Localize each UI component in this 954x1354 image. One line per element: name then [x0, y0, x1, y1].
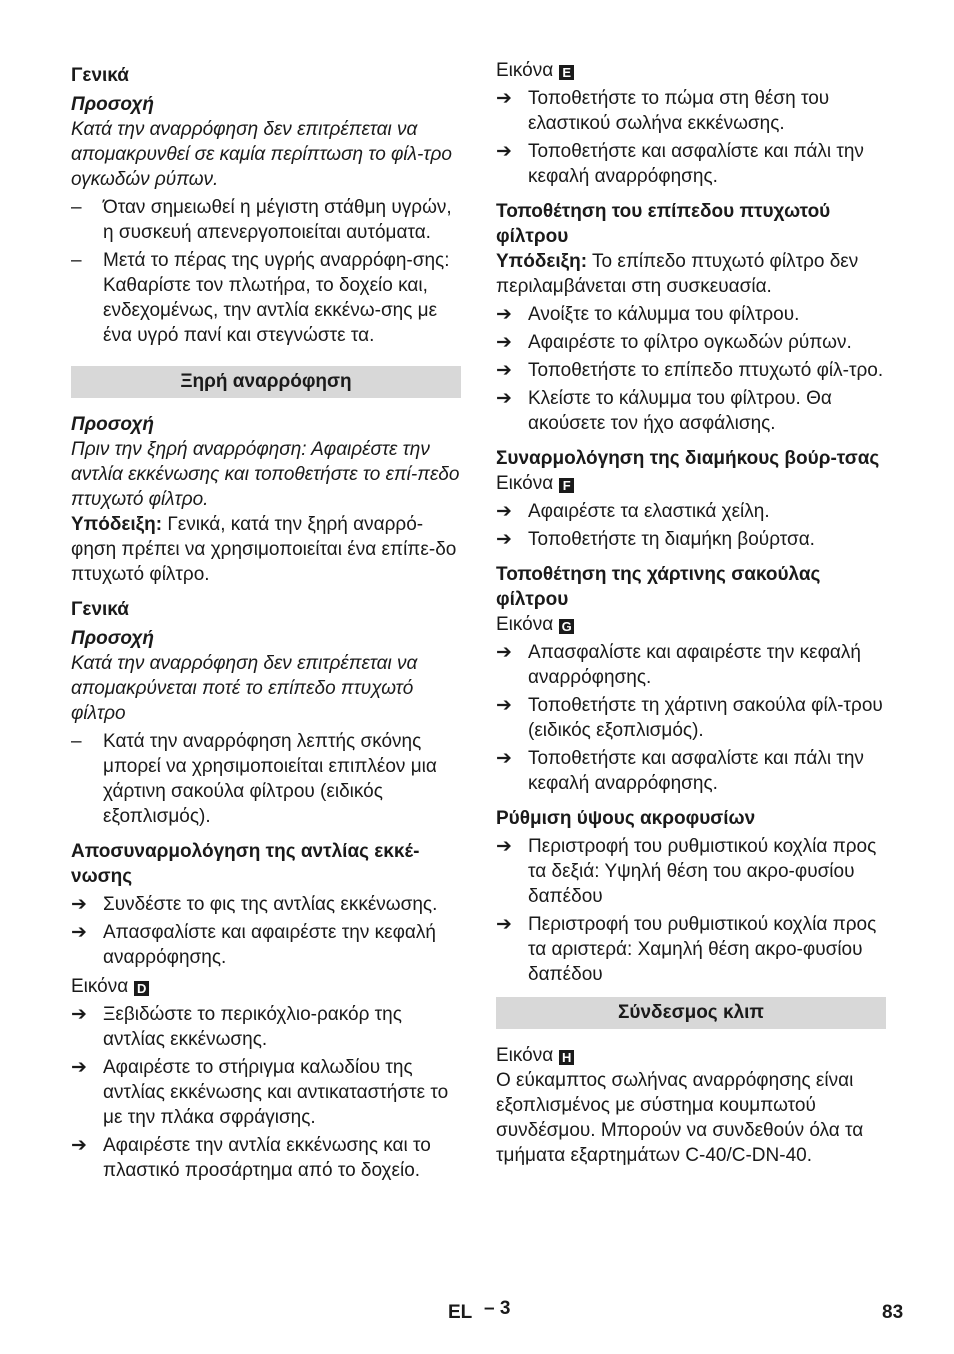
figure-letter-icon: G [559, 619, 574, 634]
step-item: ➔ Τοποθετήστε τη διαμήκη βούρτσα. [496, 529, 815, 550]
arrow-right-icon: ➔ [496, 141, 512, 162]
figure-letter-icon: D [134, 981, 149, 996]
right-column [496, 58, 886, 1168]
caution-text: Κατά την αναρρόφηση δεν επιτρέπεται να απομακρυνθεί σε καμία περίπτωση το φίλ-τρο ογκωδών ρύπων. [71, 119, 452, 190]
section-heading: Ρύθμιση ύψους ακροφυσίων [496, 808, 756, 829]
caution-text: Πριν την ξηρή αναρρόφηση: Αφαιρέστε την αντλία εκκένωσης και τοποθετήστε το επί-πεδο πτυχωτό φίλτρο. [71, 439, 460, 510]
step-item: ➔ Περιστροφή του ρυθμιστικού κοχλία προς τα δεξιά: Υψηλή θέση του ακρο-φυσίου δαπέδου [496, 836, 877, 907]
arrow-right-icon: ➔ [496, 695, 512, 716]
arrow-right-icon: ➔ [496, 748, 512, 769]
list-item: – Μετά το πέρας της υγρής αναρρόφη-σης: Καθαρίστε τον πλωτήρα, το δοχείο και, ενδεχομένως, την αντλία εκκένω-σης με ένα υγρό πανί και στεγνώστε τα. [71, 248, 461, 348]
caution-title: Προσοχή [71, 94, 155, 115]
arrow-right-icon: ➔ [496, 388, 512, 409]
arrow-right-icon: ➔ [496, 501, 512, 522]
step-item: ➔ Αφαιρέστε το στήριγμα καλωδίου της αντλίας εκκένωσης και αντικαταστήστε το με την πλάκα σφράγισης. [71, 1057, 449, 1128]
footer-language: EL [448, 1302, 473, 1323]
step-item: ➔ Απασφαλίστε και αφαιρέστε την κεφαλή αναρρόφησης. [496, 642, 861, 688]
footer-page-number: 83 [882, 1302, 904, 1323]
section-heading: Γενικά [71, 599, 129, 620]
arrow-right-icon: ➔ [496, 88, 512, 109]
section-heading: Τοποθέτηση του επίπεδου πτυχωτού φίλτρου [496, 201, 831, 247]
arrow-right-icon: ➔ [496, 332, 512, 353]
figure-reference: Εικόνα F [496, 471, 886, 496]
caution-text: Κατά την αναρρόφηση δεν επιτρέπεται να απομακρύνεται ποτέ το επίπεδο πτυχωτό φίλτρο [71, 653, 418, 724]
arrow-right-icon: ➔ [496, 304, 512, 325]
step-item: ➔ Τοποθετήστε και ασφαλίστε και πάλι την κεφαλή αναρρόφησης. [496, 748, 864, 794]
step-item: ➔ Αφαιρέστε το φίλτρο ογκωδών ρύπων. [496, 332, 852, 353]
arrow-right-icon: ➔ [71, 922, 87, 943]
figure-reference: Εικόνα G [496, 612, 886, 637]
step-item: ➔ Τοποθετήστε το επίπεδο πτυχωτό φίλ-τρο. [496, 360, 884, 381]
arrow-right-icon: ➔ [71, 1057, 87, 1078]
paragraph: Ο εύκαμπτος σωλήνας αναρρόφησης είναι εξοπλισμένος με σύστημα κουμπωτού συνδέσμου. Μπορούν να συνδεθούν όλα τα τμήματα εξαρτημάτων C-40/C-DN-40. [496, 1070, 864, 1166]
section-heading: Αποσυναρμολόγηση της αντλίας εκκέ-νωσης [71, 841, 420, 887]
figure-letter-icon: H [559, 1050, 574, 1065]
step-item: ➔ Περιστροφή του ρυθμιστικού κοχλία προς τα αριστερά: Χαμηλή θέση ακρο-φυσίου δαπέδου [496, 914, 877, 985]
footer-section-number: – 3 [484, 1298, 511, 1319]
step-item: ➔ Αφαιρέστε τα ελαστικά χείλη. [496, 501, 770, 522]
step-item: ➔ Αφαιρέστε την αντλία εκκένωσης και το πλαστικό προσάρτημα από το δοχείο. [71, 1135, 431, 1181]
arrow-right-icon: ➔ [496, 360, 512, 381]
step-item: ➔ Κλείστε το κάλυμμα του φίλτρου. Θα ακούσετε τον ήχο ασφάλισης. [496, 388, 832, 434]
figure-reference: Εικόνα H [496, 1043, 886, 1068]
figure-reference: Εικόνα E [496, 58, 886, 83]
list-item: – Κατά την αναρρόφηση λεπτής σκόνης μπορεί να χρησιμοποιείται επιπλέον μια χάρτινη σακούλα φίλτρου (ειδικός εξοπλισμός). [71, 729, 461, 829]
note-text: Το επίπεδο πτυχωτό φίλτρο δεν περιλαμβάνεται στη συσκευασία. [496, 251, 859, 297]
arrow-right-icon: ➔ [496, 529, 512, 550]
section-band: Ξηρή αναρρόφηση [71, 366, 461, 398]
step-item: ➔ Τοποθετήστε το πώμα στη θέση του ελαστικού σωλήνα εκκένωσης. [496, 88, 830, 134]
figure-letter-icon: F [559, 478, 574, 493]
section-heading: Συναρμολόγηση της διαμήκους βούρ-τσας [496, 448, 880, 469]
step-item: ➔ Απασφαλίστε και αφαιρέστε την κεφαλή αναρρόφησης. [71, 922, 436, 968]
note-text: Γενικά, κατά την ξηρή αναρρό-φηση πρέπει να χρησιμοποιείται ένα επίπε-δο πτυχωτό φίλτρο. [71, 514, 457, 585]
step-item: ➔ Τοποθετήστε και ασφαλίστε και πάλι την κεφαλή αναρρόφησης. [496, 141, 864, 187]
section-heading: Γενικά [71, 65, 129, 86]
step-item: ➔ Τοποθετήστε τη χάρτινη σακούλα φίλ-τρου (ειδικός εξοπλισμός). [496, 695, 883, 741]
arrow-right-icon: ➔ [496, 914, 512, 935]
arrow-right-icon: ➔ [71, 894, 87, 915]
list-item: – Όταν σημειωθεί η μέγιστη στάθμη υγρών, η συσκευή απενεργοποιείται αυτόματα. [71, 195, 461, 245]
note-label: Υπόδειξη: [71, 514, 163, 535]
caution-title: Προσοχή [71, 628, 155, 649]
note [496, 249, 886, 299]
arrow-right-icon: ➔ [496, 642, 512, 663]
note [71, 512, 461, 587]
figure-reference: Εικόνα D [71, 974, 461, 999]
step-item: ➔ Συνδέστε το φις της αντλίας εκκένωσης. [71, 894, 438, 915]
step-item: ➔ Ανοίξτε το κάλυμμα του φίλτρου. [496, 304, 800, 325]
section-heading: Τοποθέτηση της χάρτινης σακούλας φίλτρου [496, 564, 821, 610]
arrow-right-icon: ➔ [496, 836, 512, 857]
arrow-right-icon: ➔ [71, 1135, 87, 1156]
left-column [71, 63, 461, 1183]
step-item: ➔ Ξεβιδώστε το περικόχλιο-ρακόρ της αντλίας εκκένωσης. [71, 1004, 402, 1050]
figure-letter-icon: E [559, 65, 574, 80]
caution-title: Προσοχή [71, 414, 155, 435]
arrow-right-icon: ➔ [71, 1004, 87, 1025]
section-band: Σύνδεσμος κλιπ [496, 997, 886, 1029]
note-label: Υπόδειξη: [496, 251, 588, 272]
